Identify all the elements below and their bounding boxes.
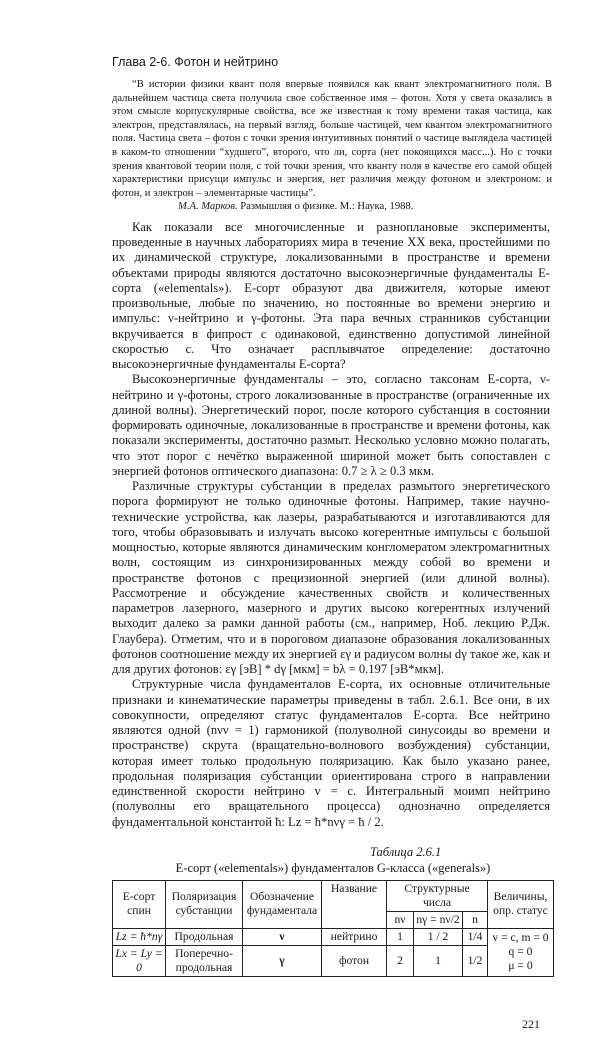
header-cell: Название <box>322 880 387 928</box>
epigraph-author: М.А. Марков. <box>178 201 238 213</box>
subheader-cell: nγ = nν/2 <box>414 911 463 928</box>
paragraph: Различные структуры субстанции в пределах размытого энергетического порога формируют не только одиночные фотоны. Например, такие научно-технические устройства, как лазеры, разрабатываются и изготавливаются для того, чтобы образовывать и излучать высоко когерентные импульсы с большой мощностью, которые являются динамическим конгломератом электромагнитных волн, состоящим из синхронизированных между собой во времени и пространстве фотонов с прецизионной энергией (или длиной волны). Рассмотрение и обсуждение качественных свойств и количественных параметров лазерного, мазерного и других высоко когерентных излучений выходит далеко за рамки данной работы (см., например, Ноб. лекцию Р.Дж. Глаубера). Отметим, что и в пороговом диапазоне образования локализованных фотонов соотношение между их энергией εγ и радиусом волны dγ такое же, как и для других фотонов: εγ [эВ] * dγ [мкм] = bλ = 0.197 [эВ*мкм]. <box>112 479 550 677</box>
name-cell: нейтрино <box>322 928 387 945</box>
table-row <box>113 945 554 976</box>
table-row <box>113 928 554 945</box>
status-line: v = c, m = 0 <box>492 931 549 945</box>
header-cell: Поляризация субстанции <box>166 880 243 928</box>
epigraph-source <box>178 200 552 214</box>
table-number: Таблица 2.6.1 <box>370 844 442 859</box>
epigraph <box>112 78 552 200</box>
subheader-cell: nν <box>387 911 414 928</box>
header-cell: Обозначение фундаментала <box>243 880 322 928</box>
status-line: μ = 0 <box>508 959 533 973</box>
paragraph: Как показали все многочисленные и разноплановые эксперименты, проведенные в научных лабораториях мира в течение XX века, простейшими по их динамической структуре, локализованными в пространстве и времени объектами природы являются достаточно высокоэнергичные фундаменталы Е-сорта («elementals»). Е-сорт образуют два движителя, которые имеют произвольные, любые по значению, но постоянные во времени энергию и импульс: ν-нейтрино и γ-фотоны. Эта пара вечных странников субстанции вкручивается в фипрост с одинаковой, единственно допустимой линейной скоростью c. Что означает расплывчатое определение: достаточно высокоэнергичные фундаменталы Е-сорта? <box>112 219 550 372</box>
paragraph: Высокоэнергичные фундаменталы – это, согласно таксонам Е-сорта, ν-нейтрино и γ-фотоны, строго локализованные в пространстве (ограниченные их длиной волны). Энергетический порог, после которого субстанция в состоянии формировать одиночные, локализованные в пространстве и времени фотоны, как показали эксперименты, достаточно размыт. Несколько условно можно полагать, что этот порог с нечётко выраженной шириной может быть сопоставлен с энергией фотонов оптического диапазона: 0.7 ≥ λ ≥ 0.3 мкм. <box>112 372 550 478</box>
page-number: 221 <box>522 1016 540 1031</box>
polarization-cell: Поперечно-продольная <box>166 945 243 976</box>
spin-cell: Lz = ħ*nγ <box>113 928 166 945</box>
ng-cell: 1 / 2 <box>414 928 463 945</box>
polarization-cell: Продольная <box>166 928 243 945</box>
body-text <box>112 220 550 830</box>
status-line: q = 0 <box>508 945 533 959</box>
header-cell: Структурные числа <box>387 880 488 911</box>
symbol-cell: γ <box>243 945 322 976</box>
nv-cell: 2 <box>387 945 414 976</box>
subheader-cell: n <box>463 911 488 928</box>
table-title: Е-сорт («elementals») фундаменталов G-класса («generals») <box>175 860 491 875</box>
fundamentals-table <box>112 880 554 977</box>
ng-cell: 1 <box>414 945 463 976</box>
header-cell: Е-сорт спин <box>113 880 166 928</box>
header-cell: Величины, опр. статус <box>488 880 554 928</box>
epigraph-book: Размышляя о физике. М.: Наука, 1988. <box>240 201 414 213</box>
table-header-row <box>113 880 554 911</box>
name-cell: фотон <box>322 945 387 976</box>
paragraph: Структурные числа фундаменталов Е-сорта, их основные отличительные признаки и кинематические параметры приведены в табл. 2.6.1. Все они, в их совокупности, определяют статус фундаменталов Е-сорта. Все нейтрино являются одной (nνν = 1) гармоникой (полуволной синусоиды во времени и пространстве) скрута (вращательно-волнового возбуждения) субстанции, которая имеет только продольную поляризацию. Как было указано ранее, продольная поляризация субстанции ориентирована строго в направлении единственной скорости нейтрино v = c. Интегральный моимп нейтрино (полуволны его вращательного процесса) однозначно определяется фундаментальной константой ħ: Lz = ħ*nνγ = ħ / 2. <box>112 677 550 829</box>
nv-cell: 1 <box>387 928 414 945</box>
chapter-header: Глава 2-6. Фотон и нейтрино <box>112 55 279 69</box>
epigraph-text: “В истории физики квант поля впервые появился как квант электромагнитного поля. В дальнейшем частица света получила свое собственное имя – фотон. Хотя у света оказались в этом смысле корпускулярные свойства, все же известная к тому времени такая частица, как электрон, представлялась, на первый взгляд, больше частицей, чем квантом электромагнитного поля. Частица света – фотон с точки зрения интуитивных понятий о частице выглядела частицей в каком-то отношении “худшего”, второго, что ли, сорта (нет покоящихся масс...). Но с точки зрения квантовой теории поля, с той точки зрения, что кванту поля в качестве его самой общей характеристики присущи импульс и энергия, нет различия между фотоном и электроном: и фотон, и электрон – элементарные частицы”. <box>112 79 552 199</box>
n-cell: 1/4 <box>463 928 488 945</box>
n-cell: 1/2 <box>463 945 488 976</box>
spin-cell: Lx = Ly = 0 <box>113 945 166 976</box>
symbol-cell: ν <box>243 928 322 945</box>
status-cell <box>488 928 554 976</box>
